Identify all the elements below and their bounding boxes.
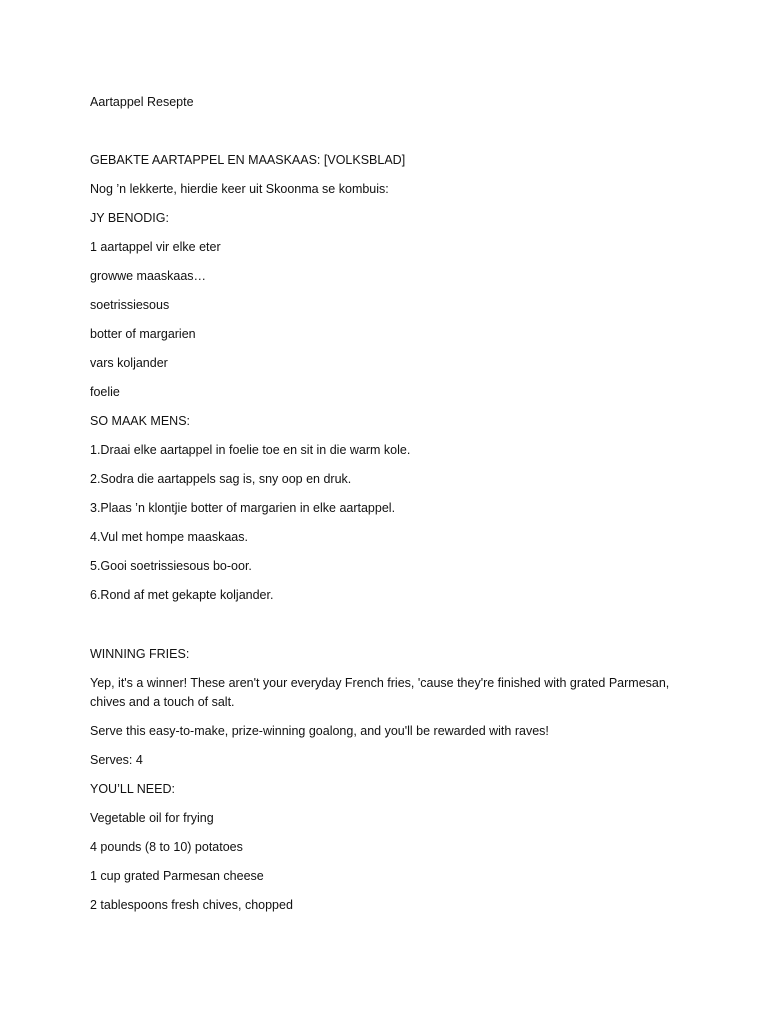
recipe1-step: 2.Sodra die aartappels sag is, sny oop en druk. <box>90 472 352 486</box>
recipe1-step: 6.Rond af met gekapte koljander. <box>90 588 274 602</box>
recipe1-ingredient: foelie <box>90 385 120 399</box>
recipe1-ingredient: botter of margarien <box>90 327 196 341</box>
recipe1-intro: Nog ’n lekkerte, hierdie keer uit Skoonma se kombuis: <box>90 182 389 196</box>
recipe1-step: 5.Gooi soetrissiesous bo-oor. <box>90 559 252 573</box>
recipe1-ingredient: vars koljander <box>90 356 168 370</box>
recipe1-ingredient: soetrissiesous <box>90 298 170 312</box>
recipe2-ingredient: Vegetable oil for frying <box>90 811 214 825</box>
recipe1-ingredients-heading: JY BENODIG: <box>90 211 169 225</box>
recipe1-step: 3.Plaas ’n klontjie botter of margarien in elke aartappel. <box>90 501 396 515</box>
recipe1-step: 4.Vul met hompe maaskaas. <box>90 530 248 544</box>
recipe1-heading: GEBAKTE AARTAPPEL EN MAASKAAS: [VOLKSBLAD] <box>90 153 406 167</box>
document-title: Aartappel Resepte <box>90 95 194 109</box>
recipe1-method-heading: SO MAAK MENS: <box>90 414 191 428</box>
recipe1-ingredient: growwe maaskaas… <box>90 269 207 283</box>
recipe2-serves: Serves: 4 <box>90 753 143 767</box>
recipe1-step: 1.Draai elke aartappel in foelie toe en sit in die warm kole. <box>90 443 411 457</box>
recipe1-ingredient: 1 aartappel vir elke eter <box>90 240 221 254</box>
recipe2-intro-line2: chives and a touch of salt. <box>90 695 235 709</box>
recipe2-heading: WINNING FRIES: <box>90 647 190 661</box>
recipe2-ingredients-heading: YOU’LL NEED: <box>90 782 175 796</box>
recipe2-ingredient: 2 tablespoons fresh chives, chopped <box>90 898 293 912</box>
recipe2-intro2: Serve this easy-to-make, prize-winning goalong, and you'll be rewarded with raves! <box>90 724 549 738</box>
recipe2-ingredient: 1 cup grated Parmesan cheese <box>90 869 264 883</box>
recipe2-ingredient: 4 pounds (8 to 10) potatoes <box>90 840 243 854</box>
recipe2-intro-line1: Yep, it's a winner! These aren't your everyday French fries, 'cause they're finished with grated Parmesan, <box>90 676 670 690</box>
